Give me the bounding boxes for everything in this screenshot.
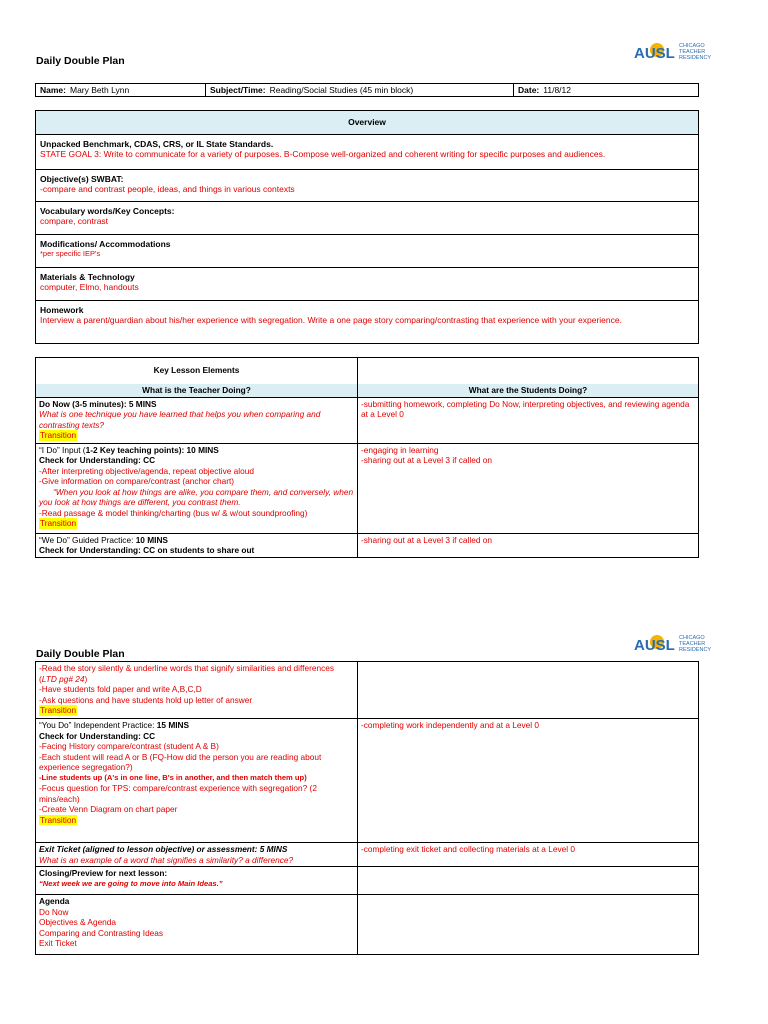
ausl-logo <box>633 38 712 68</box>
ausl-logo-2 <box>633 630 712 660</box>
svg-text:RESIDENCY: RESIDENCY <box>679 647 712 653</box>
agenda-item: Exit Ticket <box>39 938 77 948</box>
we-do-teacher-cell: “We Do” Guided Practice: 10 MINS Check for Understanding: CC on students to share out <box>36 534 358 557</box>
overview-row-modifications: Modifications/ Accommodations *per specific IEP's <box>36 235 698 268</box>
overview-row-objectives: Objective(s) SWBAT: -compare and contrast people, ideas, and things in various contexts <box>36 170 698 202</box>
svg-text:RESIDENCY: RESIDENCY <box>679 55 712 61</box>
agenda-item: Objectives & Agenda <box>39 917 117 927</box>
logo-text: AUSL <box>634 45 675 62</box>
info-bar <box>35 83 699 97</box>
we-do-continued-cell: -Read the story silently & underline words that signify similarities and differences (LTD pg# 24) -Have students fold paper and write A,B,C,D -Ask questions and have students hold up letter of answer Transition <box>36 662 358 719</box>
svg-text:AUSL: AUSL <box>634 637 675 654</box>
students-column-header: What are the Students Doing? <box>358 384 698 398</box>
teacher-column-header: What is the Teacher Doing? <box>36 384 358 398</box>
i-do-teacher-cell: “I Do” Input (1-2 Key teaching points): 10 MINS Check for Understanding: CC -After interpreting objective/agenda, repeat objective aloud -Give information on compare/contrast (anchor chart) “When you look at how things are alike, you compare them, and conversely, when you look at how things are different, you contrast them. -Read passage & model thinking/charting (bus w/ & w/out soundproofing) Transition <box>36 444 358 534</box>
overview-table <box>35 110 699 344</box>
closing-cell: Closing/Preview for next lesson: “Next week we are going to move into Main Ideas.” <box>36 867 358 895</box>
svg-text:TEACHER: TEACHER <box>679 641 706 647</box>
do-now-students-cell: -submitting homework, completing Do Now, interpreting objectives, and reviewing agenda at a Level 0 <box>358 398 698 444</box>
name-cell: Name: Mary Beth Lynn <box>36 84 206 96</box>
i-do-students-cell: -engaging in learning -sharing out at a Level 3 if called on <box>358 444 698 534</box>
overview-row-vocabulary: Vocabulary words/Key Concepts: compare, contrast <box>36 202 698 235</box>
agenda-cell: Agenda Do Now Objectives & Agenda Comparing and Contrasting Ideas Exit Ticket <box>36 895 358 954</box>
exit-ticket-cell: Exit Ticket (aligned to lesson objective) or assessment: 5 MINS What is an example of a word that signifies a similarity? a difference? <box>36 843 358 867</box>
you-do-students-cell: -completing work independently and at a Level 0 <box>358 719 698 843</box>
overview-row-homework: Homework Interview a parent/guardian about his/her experience with segregation. Write a one page story comparing/contrasting that experience with your experience. <box>40 305 622 325</box>
exit-ticket-students-cell: -completing exit ticket and collecting materials at a Level 0 <box>358 843 698 867</box>
you-do-teacher-cell: “You Do” Independent Practice: 15 MINS Check for Understanding: CC -Facing History compare/contrast (student A & B) -Each student will read A or B (FQ-How did the person you are reading about experience segregation?) -Line students up (A's in one line, B's in another, and then match them up) -Focus question for TPS: compare/contrast experience with segregation? (2 mins/each) -Create Venn Diagram on chart paper Transition <box>36 719 358 843</box>
page-title: Daily Double Plan <box>36 55 125 67</box>
svg-text:CHICAGO: CHICAGO <box>679 635 705 641</box>
overview-row-standards: Unpacked Benchmark, CDAS, CRS, or IL State Standards. STATE GOAL 3: Write to communicate for a variety of purposes. B-Compose well-organized and coherent writing for specific purposes and audiences. <box>36 135 698 170</box>
overview-header: Overview <box>36 111 698 135</box>
agenda-item: Comparing and Contrasting Ideas <box>39 927 164 938</box>
subject-cell: Subject/Time: Reading/Social Studies (45 min block) <box>206 84 514 96</box>
key-lesson-table <box>35 357 699 558</box>
overview-row-materials: Materials & Technology computer, Elmo, handouts <box>36 268 698 301</box>
svg-text:TEACHER: TEACHER <box>679 49 706 55</box>
svg-text:CHICAGO: CHICAGO <box>679 43 705 49</box>
do-now-teacher-cell: Do Now (3-5 minutes): 5 MINS What is one technique you have learned that helps you when comparing and contrasting texts? Transition <box>36 398 358 444</box>
key-elements-header: Key Lesson Elements <box>36 358 358 384</box>
page-2-title: Daily Double Plan <box>36 648 125 660</box>
we-do-students-cell: -sharing out at a Level 3 if called on <box>361 534 492 545</box>
lesson-table-continued <box>35 661 699 955</box>
date-cell: Date: 11/8/12 <box>518 85 571 95</box>
agenda-item: Do Now <box>39 906 69 917</box>
